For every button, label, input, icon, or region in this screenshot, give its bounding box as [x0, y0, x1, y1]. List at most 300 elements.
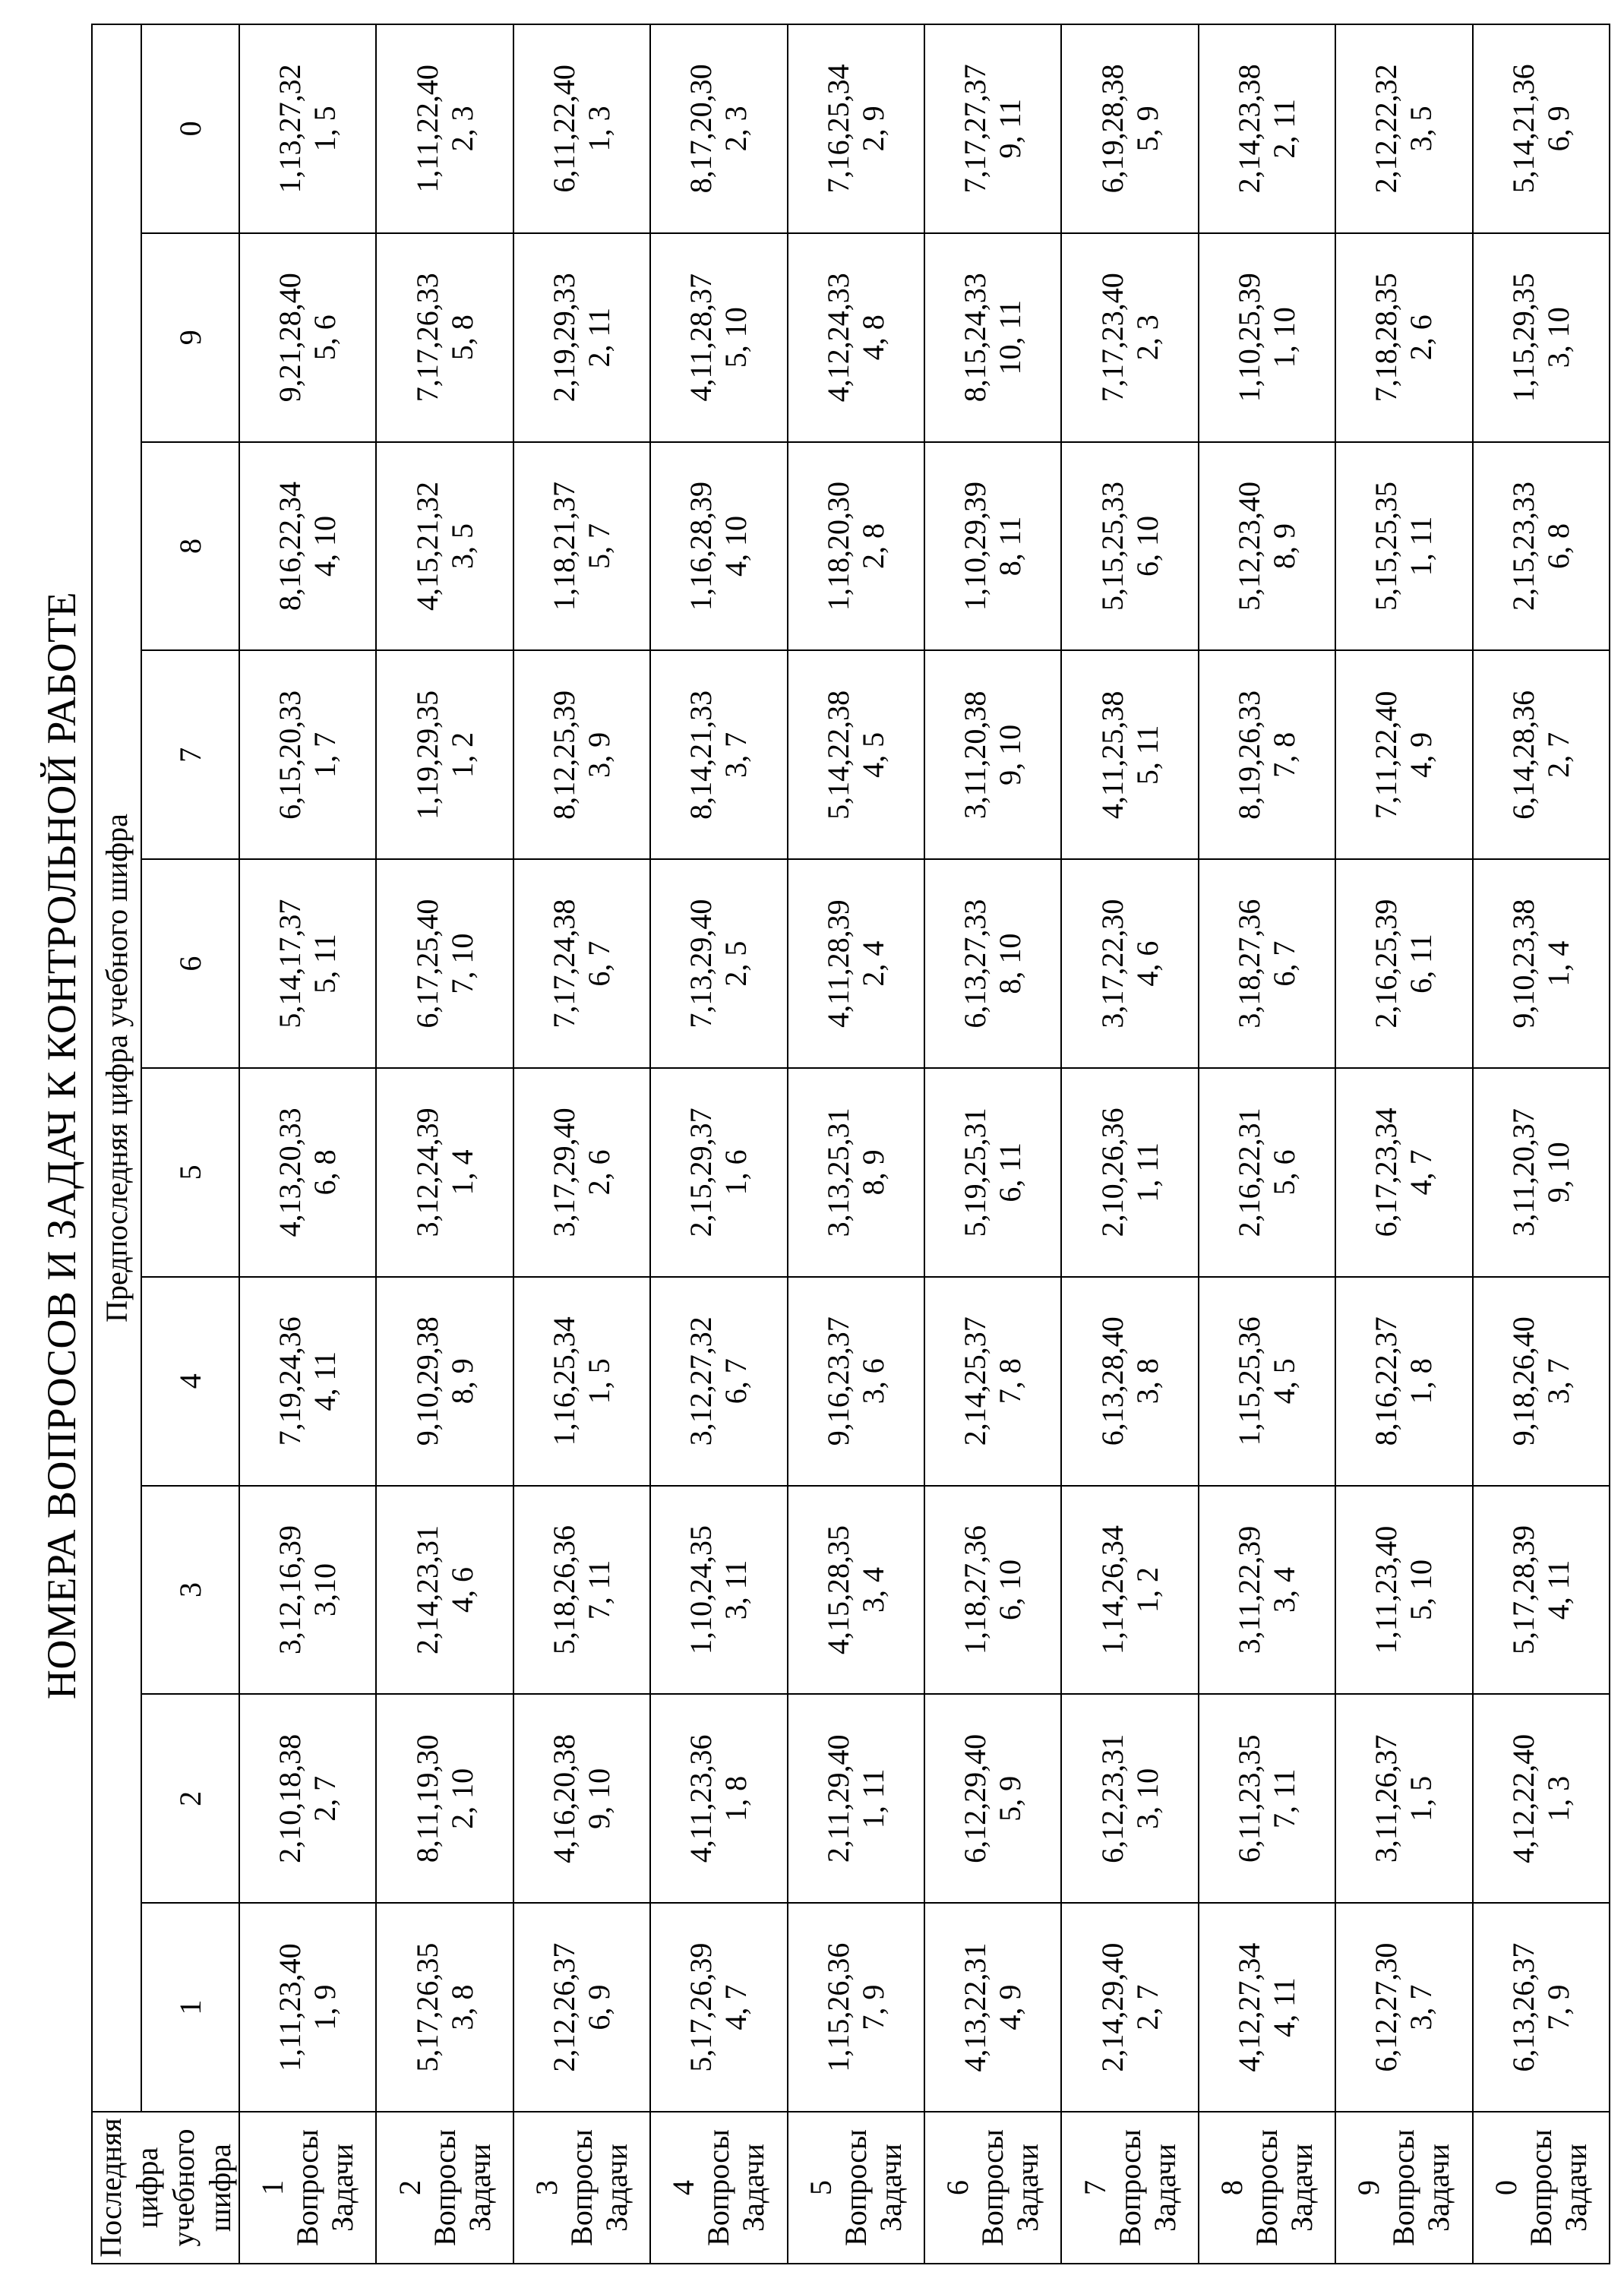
row-digit: 6: [940, 2180, 975, 2195]
task-numbers: 1, 8: [1404, 1358, 1439, 1405]
row-header: [513, 2112, 650, 2264]
question-numbers: 8,16,22,37: [1369, 1316, 1404, 1446]
question-numbers: 5,15,25,35: [1369, 482, 1404, 611]
table-cell: [1473, 233, 1610, 442]
question-numbers: 3,13,25,31: [820, 1108, 855, 1237]
question-numbers: 2,10,26,36: [1095, 1108, 1130, 1237]
question-numbers: 5,17,28,39: [1506, 1525, 1540, 1655]
row-label-questions: Вопросы: [838, 2129, 873, 2246]
task-numbers: 3, 7: [1404, 1984, 1439, 2030]
row-digit: 3: [529, 2180, 564, 2195]
task-numbers: 3, 7: [719, 732, 754, 778]
question-numbers: 1,18,20,30: [820, 482, 855, 611]
task-numbers: 5, 6: [308, 314, 343, 361]
table-cell: [650, 1694, 787, 1903]
table-cell: [924, 1486, 1061, 1695]
task-numbers: 5, 7: [581, 523, 616, 570]
row-label-tasks: Задачи: [325, 2144, 360, 2232]
question-numbers: 1,10,29,39: [958, 482, 993, 611]
row-label-tasks: Задачи: [1421, 2144, 1456, 2232]
question-numbers: 6,17,23,34: [1369, 1108, 1404, 1237]
task-numbers: 3, 11: [719, 1559, 754, 1620]
table-cell: [239, 1486, 376, 1695]
row-label-tasks: Задачи: [873, 2144, 908, 2232]
task-numbers: 4, 7: [1404, 1149, 1439, 1196]
task-numbers: 4, 8: [855, 314, 890, 361]
table-cell: [650, 1903, 787, 2112]
question-numbers: 4,11,28,37: [684, 273, 719, 402]
question-numbers: 2,14,29,40: [1095, 1942, 1130, 2072]
question-numbers: 6,11,23,35: [1231, 1734, 1266, 1863]
task-numbers: 2, 6: [581, 1149, 616, 1196]
table-cell: [1061, 859, 1198, 1068]
task-numbers: 6, 9: [581, 1984, 616, 2030]
question-numbers: 7,17,27,37: [958, 64, 993, 194]
question-numbers: 1,10,25,39: [1231, 273, 1266, 403]
task-numbers: 10, 11: [993, 299, 1028, 375]
table-cell: [1473, 24, 1610, 233]
question-numbers: 3,12,24,39: [409, 1108, 444, 1237]
question-numbers: 6,17,25,40: [409, 899, 444, 1029]
question-numbers: 8,17,20,30: [684, 64, 719, 194]
task-numbers: 3, 10: [1540, 307, 1575, 368]
row-label-tasks: Задачи: [1558, 2144, 1593, 2232]
question-numbers: 1,11,22,40: [409, 65, 444, 193]
table-cell: [513, 1277, 650, 1486]
question-numbers: 5,19,25,31: [958, 1108, 993, 1237]
task-numbers: 3,10: [308, 1563, 343, 1617]
task-numbers: 6, 7: [719, 1358, 754, 1405]
table-cell: [1199, 442, 1335, 651]
question-numbers: 5,14,21,36: [1506, 64, 1540, 194]
task-numbers: 9, 10: [581, 1768, 616, 1829]
table-cell: [239, 442, 376, 651]
table-cell: [924, 442, 1061, 651]
question-numbers: 4,13,22,31: [958, 1942, 993, 2072]
table-cell: [376, 233, 513, 442]
task-numbers: 8, 10: [993, 933, 1028, 994]
task-numbers: 1, 5: [1404, 1775, 1439, 1822]
table-row: [376, 24, 513, 2264]
table-row: [1199, 24, 1335, 2264]
task-numbers: 9, 10: [1540, 1142, 1575, 1203]
table-cell: [376, 1068, 513, 1277]
table-cell: [788, 1277, 924, 1486]
task-numbers: 4, 11: [1540, 1559, 1575, 1620]
table-cell: [650, 1277, 787, 1486]
question-numbers: 2,11,29,40: [820, 1734, 855, 1863]
task-numbers: 8, 9: [855, 1149, 890, 1196]
table-row: [924, 24, 1061, 2264]
question-numbers: 8,14,21,33: [684, 690, 719, 820]
task-numbers: 4, 11: [1266, 1977, 1301, 2037]
question-numbers: 2,12,22,32: [1369, 64, 1404, 194]
table-cell: [1335, 1068, 1472, 1277]
question-numbers: 8,19,26,33: [1231, 690, 1266, 820]
row-label-questions: Вопросы: [975, 2129, 1010, 2246]
row-header: [239, 2112, 376, 2264]
question-numbers: 1,11,23,40: [273, 1943, 308, 2071]
question-numbers: 1,10,24,35: [684, 1525, 719, 1655]
question-numbers: 1,19,29,35: [409, 690, 444, 820]
table-row: [1473, 24, 1610, 2264]
task-numbers: 6, 8: [1540, 523, 1575, 570]
task-numbers: 3, 8: [444, 1984, 479, 2030]
column-digit-header: 5: [141, 1068, 239, 1277]
question-numbers: 7,17,24,38: [546, 899, 581, 1029]
question-numbers: 2,10,18,38: [273, 1733, 308, 1863]
row-digit: 1: [255, 2180, 290, 2195]
question-numbers: 5,17,26,39: [684, 1942, 719, 2072]
task-numbers: 2, 3: [1130, 314, 1164, 361]
table-cell: [513, 1903, 650, 2112]
row-header: [1335, 2112, 1472, 2264]
question-numbers: 9,10,23,38: [1506, 899, 1540, 1029]
question-numbers: 6,12,29,40: [958, 1733, 993, 1863]
column-digit-header: 8: [141, 442, 239, 651]
question-numbers: 3,12,27,32: [684, 1316, 719, 1446]
task-numbers: 4, 6: [1130, 940, 1164, 987]
question-numbers: 9,21,28,40: [273, 273, 308, 403]
question-numbers: 1,13,27,32: [273, 64, 308, 194]
table-cell: [924, 1068, 1061, 1277]
table-cell: [1061, 1068, 1198, 1277]
question-numbers: 6,15,20,33: [273, 690, 308, 820]
table-row: [513, 24, 650, 2264]
question-numbers: 3,11,20,38: [958, 690, 993, 820]
question-numbers: 7,17,23,40: [1095, 273, 1130, 403]
column-digit-header: 1: [141, 1903, 239, 2112]
table-row: [650, 24, 787, 2264]
task-numbers: 1, 8: [719, 1775, 754, 1822]
question-numbers: 8,16,22,34: [273, 482, 308, 611]
span-header: Предпоследняя цифра учебного шифра: [92, 24, 141, 2112]
row-label-questions: Вопросы: [1386, 2129, 1421, 2246]
question-numbers: 4,13,20,33: [273, 1108, 308, 1237]
question-numbers: 2,14,25,37: [958, 1316, 993, 1446]
table-cell: [1473, 1486, 1610, 1695]
task-numbers: 5, 10: [719, 307, 754, 368]
table-cell: [239, 859, 376, 1068]
task-numbers: 1, 6: [719, 1149, 754, 1196]
column-digit-header: 2: [141, 1694, 239, 1903]
table-cell: [376, 859, 513, 1068]
table-cell: [788, 1068, 924, 1277]
task-numbers: 9, 11: [993, 99, 1028, 159]
task-numbers: 5, 6: [1266, 1149, 1301, 1196]
question-numbers: 7,11,22,40: [1369, 690, 1404, 820]
task-numbers: 1, 5: [581, 1358, 616, 1405]
question-numbers: 9,16,23,37: [820, 1316, 855, 1446]
table-cell: [1199, 859, 1335, 1068]
question-numbers: 5,17,26,35: [409, 1942, 444, 2072]
task-numbers: 4, 9: [1404, 732, 1439, 778]
task-numbers: 1, 11: [1404, 516, 1439, 577]
corner-line: шифра: [203, 2144, 237, 2232]
table-cell: [1061, 442, 1198, 651]
task-numbers: 6, 8: [308, 1149, 343, 1196]
task-numbers: 5, 9: [993, 1775, 1028, 1822]
task-numbers: 3, 5: [1404, 106, 1439, 152]
table-row: [1335, 24, 1472, 2264]
page-title: НОМЕРА ВОПРОСОВ И ЗАДАЧ К КОНТРОЛЬНОЙ РАБОТЕ: [39, 591, 84, 1700]
question-numbers: 4,11,23,36: [684, 1734, 719, 1863]
table-cell: [513, 650, 650, 859]
table-cell: [1199, 1903, 1335, 2112]
question-numbers: 7,18,28,35: [1369, 273, 1404, 403]
table-cell: [924, 1903, 1061, 2112]
question-numbers: 4,16,20,38: [546, 1733, 581, 1863]
table-cell: [788, 1694, 924, 1903]
task-numbers: 8, 9: [1266, 523, 1301, 570]
table-cell: [239, 1903, 376, 2112]
question-numbers: 5,14,17,37: [273, 899, 308, 1029]
task-numbers: 5, 10: [1404, 1559, 1439, 1621]
table-cell: [1061, 233, 1198, 442]
question-numbers: 4,11,28,39: [820, 899, 855, 1028]
row-digit: 4: [666, 2180, 701, 2195]
table-cell: [376, 650, 513, 859]
task-numbers: 1, 11: [1130, 1142, 1164, 1202]
table-body: [92, 24, 1610, 2264]
table-cell: [924, 859, 1061, 1068]
corner-line: учебного: [166, 2128, 201, 2247]
table-cell: [513, 1068, 650, 1277]
column-digit-header: 4: [141, 1277, 239, 1486]
table-cell: [1473, 1903, 1610, 2112]
question-numbers: 2,15,23,33: [1506, 482, 1540, 611]
table-cell: [1199, 1694, 1335, 1903]
task-numbers: 6, 10: [1130, 516, 1164, 577]
table-cell: [924, 1277, 1061, 1486]
table-cell: [924, 24, 1061, 233]
task-numbers: 1, 11: [855, 1768, 890, 1829]
task-numbers: 2, 9: [855, 106, 890, 152]
task-numbers: 1, 4: [1540, 940, 1575, 987]
header-row-span: [92, 24, 141, 2264]
question-numbers: 9,10,29,38: [409, 1316, 444, 1446]
task-numbers: 4, 5: [855, 732, 890, 778]
table-cell: [1061, 1694, 1198, 1903]
table-cell: [650, 650, 787, 859]
table-cell: [1335, 24, 1472, 233]
task-numbers: 6, 7: [581, 940, 616, 987]
question-numbers: 6,13,28,40: [1095, 1316, 1130, 1446]
column-digit-header: 3: [141, 1486, 239, 1695]
task-numbers: 4, 11: [308, 1351, 343, 1411]
task-numbers: 1, 3: [1540, 1775, 1575, 1822]
task-numbers: 7, 8: [1266, 732, 1301, 778]
table-cell: [924, 650, 1061, 859]
table-cell: [788, 859, 924, 1068]
table-cell: [1199, 233, 1335, 442]
table-cell: [788, 24, 924, 233]
task-numbers: 2, 11: [581, 307, 616, 368]
question-numbers: 1,16,25,34: [546, 1316, 581, 1446]
row-label-tasks: Задачи: [462, 2144, 497, 2232]
table-cell: [376, 24, 513, 233]
row-digit: 0: [1488, 2180, 1523, 2195]
table-cell: [1335, 442, 1472, 651]
question-numbers: 6,19,28,38: [1095, 64, 1130, 194]
question-numbers: 4,15,21,32: [409, 482, 444, 611]
task-numbers: 2, 8: [855, 523, 890, 570]
row-header: [376, 2112, 513, 2264]
question-numbers: 6,13,26,37: [1506, 1942, 1540, 2072]
question-numbers: 3,11,20,37: [1506, 1108, 1540, 1237]
table-cell: [376, 442, 513, 651]
table-cell: [788, 1903, 924, 2112]
table-cell: [513, 1694, 650, 1903]
row-label-tasks: Задачи: [736, 2144, 771, 2232]
question-numbers: 3,17,22,30: [1095, 899, 1130, 1029]
task-numbers: 2, 4: [855, 940, 890, 987]
question-numbers: 4,12,24,33: [820, 273, 855, 403]
task-numbers: 7, 10: [444, 933, 479, 994]
task-numbers: 3, 7: [1540, 1358, 1575, 1405]
assignment-table: [91, 24, 1610, 2264]
row-header: [1473, 2112, 1610, 2264]
question-numbers: 6,13,27,33: [958, 899, 993, 1029]
table-cell: [1061, 650, 1198, 859]
question-numbers: 5,18,26,36: [546, 1525, 581, 1655]
task-numbers: 2, 7: [308, 1775, 343, 1822]
question-numbers: 4,12,22,40: [1506, 1733, 1540, 1863]
column-digit-header: 6: [141, 859, 239, 1068]
question-numbers: 4,12,27,34: [1231, 1942, 1266, 2072]
question-numbers: 5,15,25,33: [1095, 482, 1130, 611]
task-numbers: 2, 5: [719, 940, 754, 987]
task-numbers: 9, 10: [993, 724, 1028, 785]
column-digit-header: 0: [141, 24, 239, 233]
row-label-questions: Вопросы: [290, 2129, 325, 2246]
task-numbers: 4, 10: [719, 516, 754, 577]
table-cell: [650, 233, 787, 442]
row-label-questions: Вопросы: [564, 2129, 599, 2246]
task-numbers: 3, 4: [855, 1567, 890, 1613]
table-cell: [513, 1486, 650, 1695]
table-cell: [1061, 1277, 1198, 1486]
task-numbers: 1, 4: [444, 1149, 479, 1196]
table-cell: [513, 24, 650, 233]
task-numbers: 2, 7: [1540, 732, 1575, 778]
row-digit: 9: [1351, 2180, 1386, 2195]
table-row: [788, 24, 924, 2264]
row-label-questions: Вопросы: [1112, 2129, 1147, 2246]
row-label-questions: Вопросы: [427, 2129, 462, 2246]
question-numbers: 4,15,28,35: [820, 1525, 855, 1655]
table-cell: [1473, 1068, 1610, 1277]
question-numbers: 1,18,27,36: [958, 1525, 993, 1655]
table-cell: [1199, 650, 1335, 859]
task-numbers: 7, 11: [1266, 1768, 1301, 1829]
question-numbers: 7,17,26,33: [409, 273, 444, 403]
table-cell: [1335, 1694, 1472, 1903]
question-numbers: 7,19,24,36: [273, 1316, 308, 1446]
question-numbers: 2,16,25,39: [1369, 899, 1404, 1029]
task-numbers: 1, 7: [308, 732, 343, 778]
table-cell: [1061, 24, 1198, 233]
task-numbers: 2, 6: [1404, 314, 1439, 361]
table-cell: [1473, 442, 1610, 651]
task-numbers: 3, 4: [1266, 1567, 1301, 1613]
table-cell: [650, 1486, 787, 1695]
table-cell: [513, 233, 650, 442]
column-digit-header: 7: [141, 650, 239, 859]
task-numbers: 2, 7: [1130, 1984, 1164, 2030]
table-cell: [1199, 1486, 1335, 1695]
table-cell: [513, 859, 650, 1068]
question-numbers: 2,14,23,38: [1231, 64, 1266, 194]
table-cell: [1199, 24, 1335, 233]
table-cell: [924, 233, 1061, 442]
question-numbers: 8,15,24,33: [958, 273, 993, 403]
row-header: [650, 2112, 787, 2264]
row-label-questions: Вопросы: [1249, 2129, 1284, 2246]
task-numbers: 4, 5: [1266, 1358, 1301, 1405]
question-numbers: 6,12,23,31: [1095, 1733, 1130, 1863]
task-numbers: 2, 3: [719, 106, 754, 152]
task-numbers: 6, 10: [993, 1559, 1028, 1621]
question-numbers: 5,12,23,40: [1231, 482, 1266, 611]
table-cell: [376, 1694, 513, 1903]
row-header: [788, 2112, 924, 2264]
table-cell: [239, 24, 376, 233]
task-numbers: 5, 11: [1130, 725, 1164, 785]
task-numbers: 2, 11: [1266, 99, 1301, 159]
corner-header: [92, 2112, 239, 2264]
table-cell: [376, 1903, 513, 2112]
column-digit-header: 9: [141, 233, 239, 442]
task-numbers: 3, 6: [855, 1358, 890, 1405]
question-numbers: 1,18,21,37: [546, 482, 581, 611]
table-cell: [376, 1486, 513, 1695]
table-row: [1061, 24, 1198, 2264]
table-cell: [1335, 859, 1472, 1068]
table-cell: [239, 1068, 376, 1277]
task-numbers: 5, 11: [308, 934, 343, 994]
question-numbers: 6,12,27,30: [1369, 1942, 1404, 2072]
task-numbers: 4, 9: [993, 1984, 1028, 2030]
row-label-tasks: Задачи: [1284, 2144, 1319, 2232]
task-numbers: 1, 3: [581, 106, 616, 152]
table-cell: [1473, 1694, 1610, 1903]
task-numbers: 8, 9: [444, 1358, 479, 1405]
question-numbers: 1,15,26,36: [820, 1942, 855, 2072]
table-cell: [1473, 859, 1610, 1068]
row-label-tasks: Задачи: [599, 2144, 633, 2232]
task-numbers: 7, 11: [581, 1559, 616, 1620]
task-numbers: 2, 10: [444, 1768, 479, 1829]
task-numbers: 6, 7: [1266, 940, 1301, 987]
row-label-tasks: Задачи: [1147, 2144, 1182, 2232]
task-numbers: 7, 8: [993, 1358, 1028, 1405]
row-header: [1061, 2112, 1198, 2264]
task-numbers: 8, 11: [993, 516, 1028, 577]
question-numbers: 2,14,23,31: [409, 1525, 444, 1655]
task-numbers: 3, 5: [444, 523, 479, 570]
table-cell: [788, 1486, 924, 1695]
question-numbers: 6,14,28,36: [1506, 690, 1540, 820]
corner-line: Последняя: [93, 2118, 128, 2258]
row-digit: 7: [1077, 2180, 1112, 2195]
question-numbers: 5,14,22,38: [820, 690, 855, 820]
question-numbers: 4,11,25,38: [1095, 690, 1130, 820]
table-cell: [1199, 1277, 1335, 1486]
row-label-questions: Вопросы: [1523, 2129, 1558, 2246]
table-cell: [650, 24, 787, 233]
task-numbers: 5, 9: [1130, 106, 1164, 152]
